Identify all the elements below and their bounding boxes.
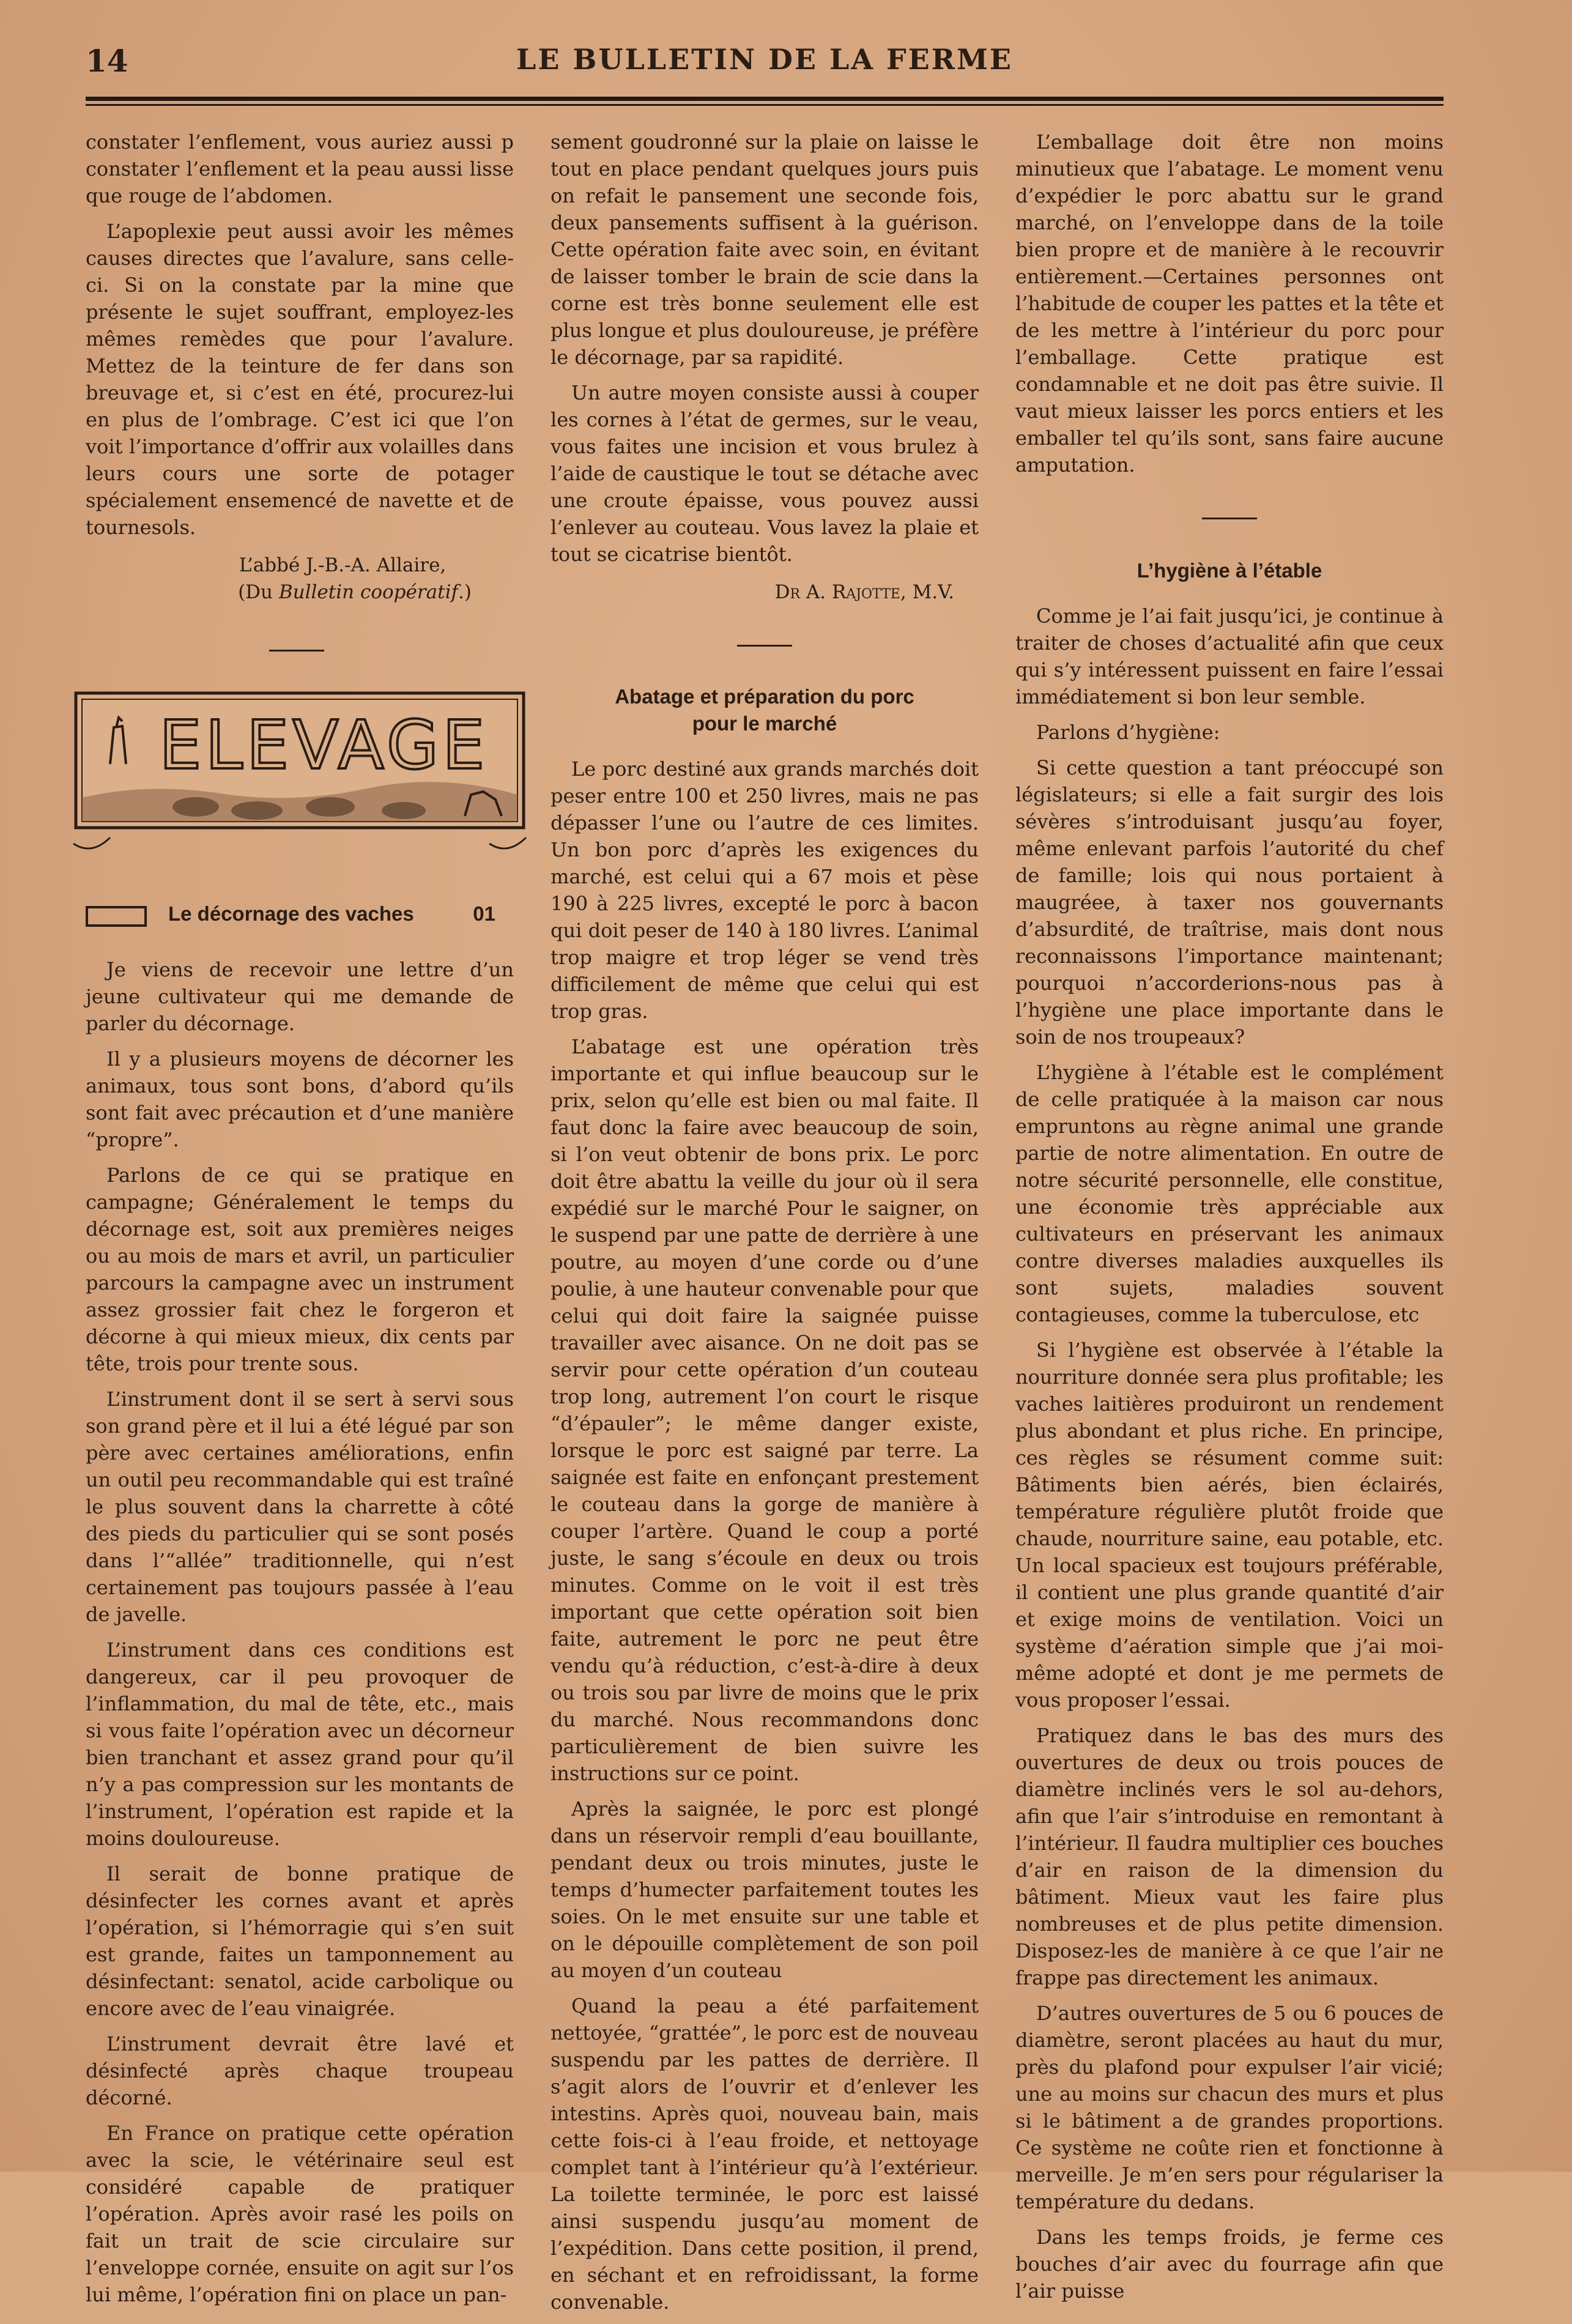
paragraph: Parlons de ce qui se pratique en campagne; Généralement le temps du décornage est, soit aux premières neiges ou au mois de mars et avril, un particulier parcours la campagne avec un instrument assez grossier fait chez le forgeron et décorne à qui mieux mieux, dix cents par tête, trois pour trente sous. [86,1164,514,1375]
paragraph: Si cette question a tant préoccupé son législateurs; si elle a fait surgir des lois sévères s’introduisant jusqu’au foyer, même enlevant parfois l’autorité du chef de famille; lois qui nous portaient à maugréee, à taxer nos gouvernants d’absurdité, de traîtrise, mais dont nous reconnaissons l’importance maintenant; pourquoi n’accorderions-nous pas à l’hygiène une place importante dans le soin de nos troupeaux? [1015,756,1444,1049]
paragraph: L’instrument devrait être lavé et désinfecté après chaque troupeau décorné. [86,2032,514,2109]
paragraph: Le porc destiné aux grands marchés doit peser entre 100 et 250 livres, mais ne pas dépasser l’une ou l’autre de ces limites. Un bon porc d’après les exigences du marché, est celui qui a 67 mois et pèse 190 à 225 livres, excepté le porc à bacon qui doit peser de 140 à 180 livres. L’animal trop maigre et trop léger se vend très difficilement de même que celui qui est trop gras. [551,757,979,1023]
separator-rule [269,650,324,652]
paragraph: Il y a plusieurs moyens de décorner les animaux, tous sont bons, d’abord qu’ils sont fait avec précaution et d’une manière “propre”. [86,1047,514,1151]
signature-source [86,579,514,606]
article-mark: 01 [473,902,495,925]
source-italic: Bulletin coopératif [278,581,458,603]
separator-rule [1202,518,1257,519]
paragraph: L’instrument dont il se sert à servi sous son grand père et il lui a été légué par son père avec certaines améliorations, enfin un outil peu recommandable qui est traîné le plus souvent dans la charrette à côté des pieds du particulier qui se sont posés dans l’“allée” traditionnelle, qui n’est certainement pas toujours passée à l’eau de javelle. [86,1387,514,1626]
separator-rule [737,645,792,647]
paragraph: Après la saignée, le porc est plongé dans un réservoir rempli d’eau bouillante, pendant deux ou trois minutes, juste le temps d’humecter parfaitement toutes les soies. On le met ensuite sur une table et on le dépouille complètement de son poil au moyen d’un couteau [551,1797,979,1982]
paragraph: L’instrument dans ces conditions est dangereux, car il peu provoquer de l’inflammation, du mal de tête, etc., mais si vous faite l’opération avec un décorneur bien tranchant et assez grand pour qu’il n’y a pas compression sur les montants de l’instrument, l’opération est rapide et la moins douloureuse. [86,1638,514,1850]
paragraph: L’hygiène à l’étable est le complément de celle pratiquée à la maison car nous empruntons au règne animal une grande partie de notre alimentation. En outre de notre sécurité personnelle, elle constitue, une économie très appréciable aux cultivateurs en préservant les animaux contre diverses maladies auxquelles ils sont sujets, maladies souvent contagieuses, comme la tuberculose, etc [1015,1061,1444,1326]
source-prefix: (Du [238,581,279,603]
paragraph: Comme je l’ai fait jusqu’ici, je continue à traiter de choses d’actualité afin que ceux qui s’y intéressent puissent en faire l’essai immédiatement si bon leur semble. [1015,604,1444,708]
page-header [86,43,1444,86]
article-title: L’hygiène à l’étable [1136,559,1322,582]
article-title: Le décornage des vaches [168,902,414,925]
paragraph: L’abatage est une opération très importante et qui influe beaucoup sur le prix, selon qu’elle est bien ou mal faite. Il faut donc la faire avec beaucoup de soin, si l’on veut obtenir de bons prix. Le porc doit être abattu la veille du jour où il sera expédié sur le marché Pour le saigner, on le suspend par une patte de derrière à une poutre, au moyen d’une corde ou d’une poulie, à une hauteur convenable pour que celui qui doit faire la saignée puisse travailler avec aisance. On ne doit pas se servir pour cette opération d’un couteau trop long, autrement l’on court le risque “d’épauler”; le même danger existe, lorsque le porc est saigné par terre. La saignée est faite en enfonçant prestement le couteau dans la gorge de manière à couper l’artère. Quand le coup a porté juste, le sang s’écoule en deux ou trois minutes. Comme on le voit il est très important que cette opération soit bien faite, autrement le porc ne peut être vendu qu’à réduction, c’est-à-dire à deux ou trois sou par livre de moins que le prix du marché. Nous recommandons donc particulièrement de bien suivre les instructions sur ce point. [551,1035,979,1785]
paragraph: Parlons d’hygiène: [1036,721,1220,744]
paragraph: Il serait de bonne pratique de désinfecter les cornes avant et après l’opération, si l’hémorragie qui s’en suit est grande, faites un tamponnement au désinfectant: senatol, acide carbolique ou encore avec de l’eau vinaigrée. [86,1862,514,2020]
page-number: 14 [86,43,128,79]
paragraph: Quand la peau a été parfaitement nettoyée, “grattée”, le porc est de nouveau suspendu par les pattes de derrière. Il s’agit alors de l’ouvrir et d’enlever les intestins. Après quoi, nouveau bain, mais cette fois-ci à l’eau froide, et nettoyage complet tant à l’intérieur qu’à l’extérieur. La toilette terminée, le porc est laissé ainsi suspendu jusqu’au moment de l’expédition. Dans cette position, il prend, en séchant et en refroidissant, la forme convenable. [551,1994,979,2314]
column-1 [86,128,514,2317]
paragraph: Je viens de recevoir une lettre d’un jeune cultivateur qui me demande de parler du décornage. [86,958,514,1035]
signature-name-text: L’abbé J.-B.-A. Allaire, [239,554,447,576]
header-rule-thick [86,97,1444,101]
article-title: Abatage et préparation du porc pour le marché [615,685,914,735]
paragraph: Pratiquez dans le bas des murs des ouvertures de deux ou trois pouces de diamètre inclinés vers le sol au-dehors, afin que l’air s’introduise en remontant à l’intérieur. Il faudra multiplier ces bouches d’air en raison de la dimension du bâtiment. Mieux vaut les faire plus nombreuses et de plus petite dimension. Disposez-les de manière à ce que l’air ne frappe pas directement les animaux. [1015,1724,1444,1989]
signature: Dr A. Rajotte, M.V. [774,581,954,603]
signature-block [86,552,514,606]
paragraph: L’emballage doit être non moins minutieux que l’abatage. Le moment venu d’expédier le porc abattu sur le grand marché, on l’enveloppe dans de la toile bien propre et de manière à le recouvrir entièrement.—Certaines personnes ont l’habitude de couper les pattes et la tête et de les mettre à l’intérieur du porc pour l’emballage. Cette pratique est condamnable et ne doit pas être suivie. Il vaut mieux laisser les porcs entiers et les emballer tel qu’ils sont, sans faire aucune amputation. [1015,130,1444,477]
article-heading [86,902,514,934]
signature-name [86,552,514,579]
paragraph: Un autre moyen consiste aussi à couper les cornes à l’état de germes, sur le veau, vous faites une incision et vous brulez à l’aide de caustique le tout se détache avec une croute épaisse, vous pouvez aussi l’enlever au couteau. Vous lavez la plaie et tout se cicatrise bientôt. [551,381,979,566]
column-3 [1015,128,1444,2313]
paragraph: sement goudronné sur la plaie on laisse le tout en place pendant quelques jours puis on refait le pansement une seconde fois, deux pansements suffisent à la guérison. Cette opération faite avec soin, en évitant de laisser tomber le brain de scie dans la corne est très bonne seulement elle est plus longue et plus douloureuse, je préfère le décornage, par sa rapidité. [551,130,979,369]
heading-ornament [86,906,147,927]
header-rule-thin [86,104,1444,106]
masthead: LE BULLETIN DE LA FERME [516,43,1013,76]
source-suffix: .) [458,581,472,603]
column-2 [551,128,979,2324]
elevage-banner [73,691,526,874]
paragraph: L’apoplexie peut aussi avoir les mêmes causes directes que l’avalure, sans celle-ci. Si on la constate par la mine que présente le sujet souffrant, employez-les mêmes remèdes que pour l’avalure. Mettez de la teinture de fer dans son breuvage et, si c’est en été, procurez-lui en plus de l’ombrage. C’est ici que l’on voit l’importance d’offrir aux volailles dans leurs cours une sorte de potager spécialement ensemencé de navette et de tournesols. [86,220,514,539]
elevage-banner-text: ELEVAGE [159,706,489,784]
paragraph: Dans les temps froids, je ferme ces bouches d’air avec du fourrage afin que l’air puisse [1015,2226,1444,2303]
paragraph: D’autres ouvertures de 5 ou 6 pouces de diamètre, seront placées au haut du mur, près du plafond pour expulser l’air vicié; une au moins sur chacun des murs et plus si le bâtiment a de grandes proportions. Ce système ne coûte rien et fonctionne à merveille. Je m’en sers pour régulariser la température du dedans. [1015,2002,1444,2213]
paragraph: En France on pratique cette opération avec la scie, le vétérinaire seul est considéré capable de pratiquer l’opération. Après avoir rasé les poils on fait un trait de scie circulaire sur l’enveloppe cornée, ensuite on agit sur l’os lui même, l’opération fini on place un pan- [86,2122,514,2306]
paragraph: Si l’hygiène est observée à l’étable la nourriture donnée sera plus profitable; les vaches laitières produiront un rendement plus abondant et plus riche. En principe, ces règles se résument comme suit: Bâtiments bien aérés, bien éclairés, température régulière plutôt froide que chaude, nourriture saine, eau potable, etc. Un local spacieux est toujours préférable, il contient une plus grande quantité d’air et exige moins de ventilation. Voici un système d’aération simple que j’ai moi-même adopté et dont je me permets de vous proposer l’essai. [1015,1338,1444,1712]
paragraph: constater l’enflement, vous auriez aussi p constater l’enflement et la peau aussi lisse que rouge de l’abdomen. [86,130,514,207]
